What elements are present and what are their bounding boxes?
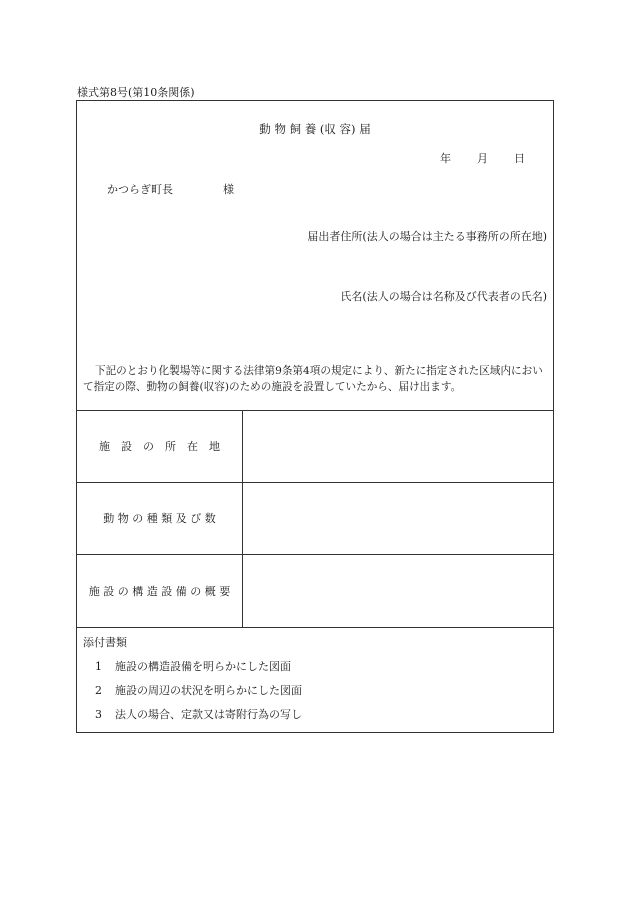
- animal-type-count-field[interactable]: [243, 482, 553, 554]
- facility-structure-row: [77, 554, 553, 628]
- attachment-item: [95, 682, 302, 698]
- facility-structure-label: 施 設 の 構 造 設 備 の 概 要: [77, 554, 243, 627]
- attachment-number: 2: [95, 684, 102, 697]
- date-month-label: 月: [477, 152, 488, 165]
- addressee: [107, 181, 234, 197]
- attachments-heading: 添付書類: [83, 636, 127, 649]
- facility-structure-field[interactable]: [243, 554, 553, 627]
- addressee-honorific: 様: [223, 183, 234, 196]
- attachment-item: [95, 706, 302, 722]
- form-title: 動 物 飼 養 (収 容) 届: [259, 122, 371, 136]
- date-day-label: 日: [514, 152, 525, 165]
- facility-location-row: [77, 410, 553, 483]
- animal-type-count-label: 動 物 の 種 類 及 び 数: [77, 482, 243, 554]
- attachment-item: [95, 658, 291, 674]
- notification-form: [76, 100, 554, 733]
- attachment-number: 1: [95, 660, 102, 673]
- attachment-text: 法人の場合、定款又は寄附行為の写し: [115, 708, 302, 721]
- applicant-name-label: 氏名(法人の場合は名称及び代表者の氏名): [340, 290, 547, 303]
- animal-type-count-row: [77, 482, 553, 555]
- form-header-section: [77, 101, 553, 411]
- attachment-text: 施設の周辺の状況を明らかにした図面: [115, 684, 302, 697]
- date-line: [440, 150, 525, 166]
- applicant-address-label: 届出者住所(法人の場合は主たる事務所の所在地): [307, 230, 547, 243]
- declaration-text: 下記のとおり化製場等に関する法律第9条第4項の規定により、新たに指定された区域内において指定の際、動物の飼養(収容)のための施設を設置していたから、届け出ます。: [83, 365, 543, 393]
- addressee-name: かつらぎ町長: [107, 183, 173, 196]
- attachment-number: 3: [95, 708, 102, 721]
- facility-location-field[interactable]: [243, 410, 553, 482]
- facility-location-label: 施 設 の 所 在 地: [77, 410, 243, 482]
- form-number: 様式第8号(第10条関係): [77, 86, 195, 99]
- date-year-label: 年: [440, 152, 451, 165]
- attachment-text: 施設の構造設備を明らかにした図面: [115, 660, 291, 673]
